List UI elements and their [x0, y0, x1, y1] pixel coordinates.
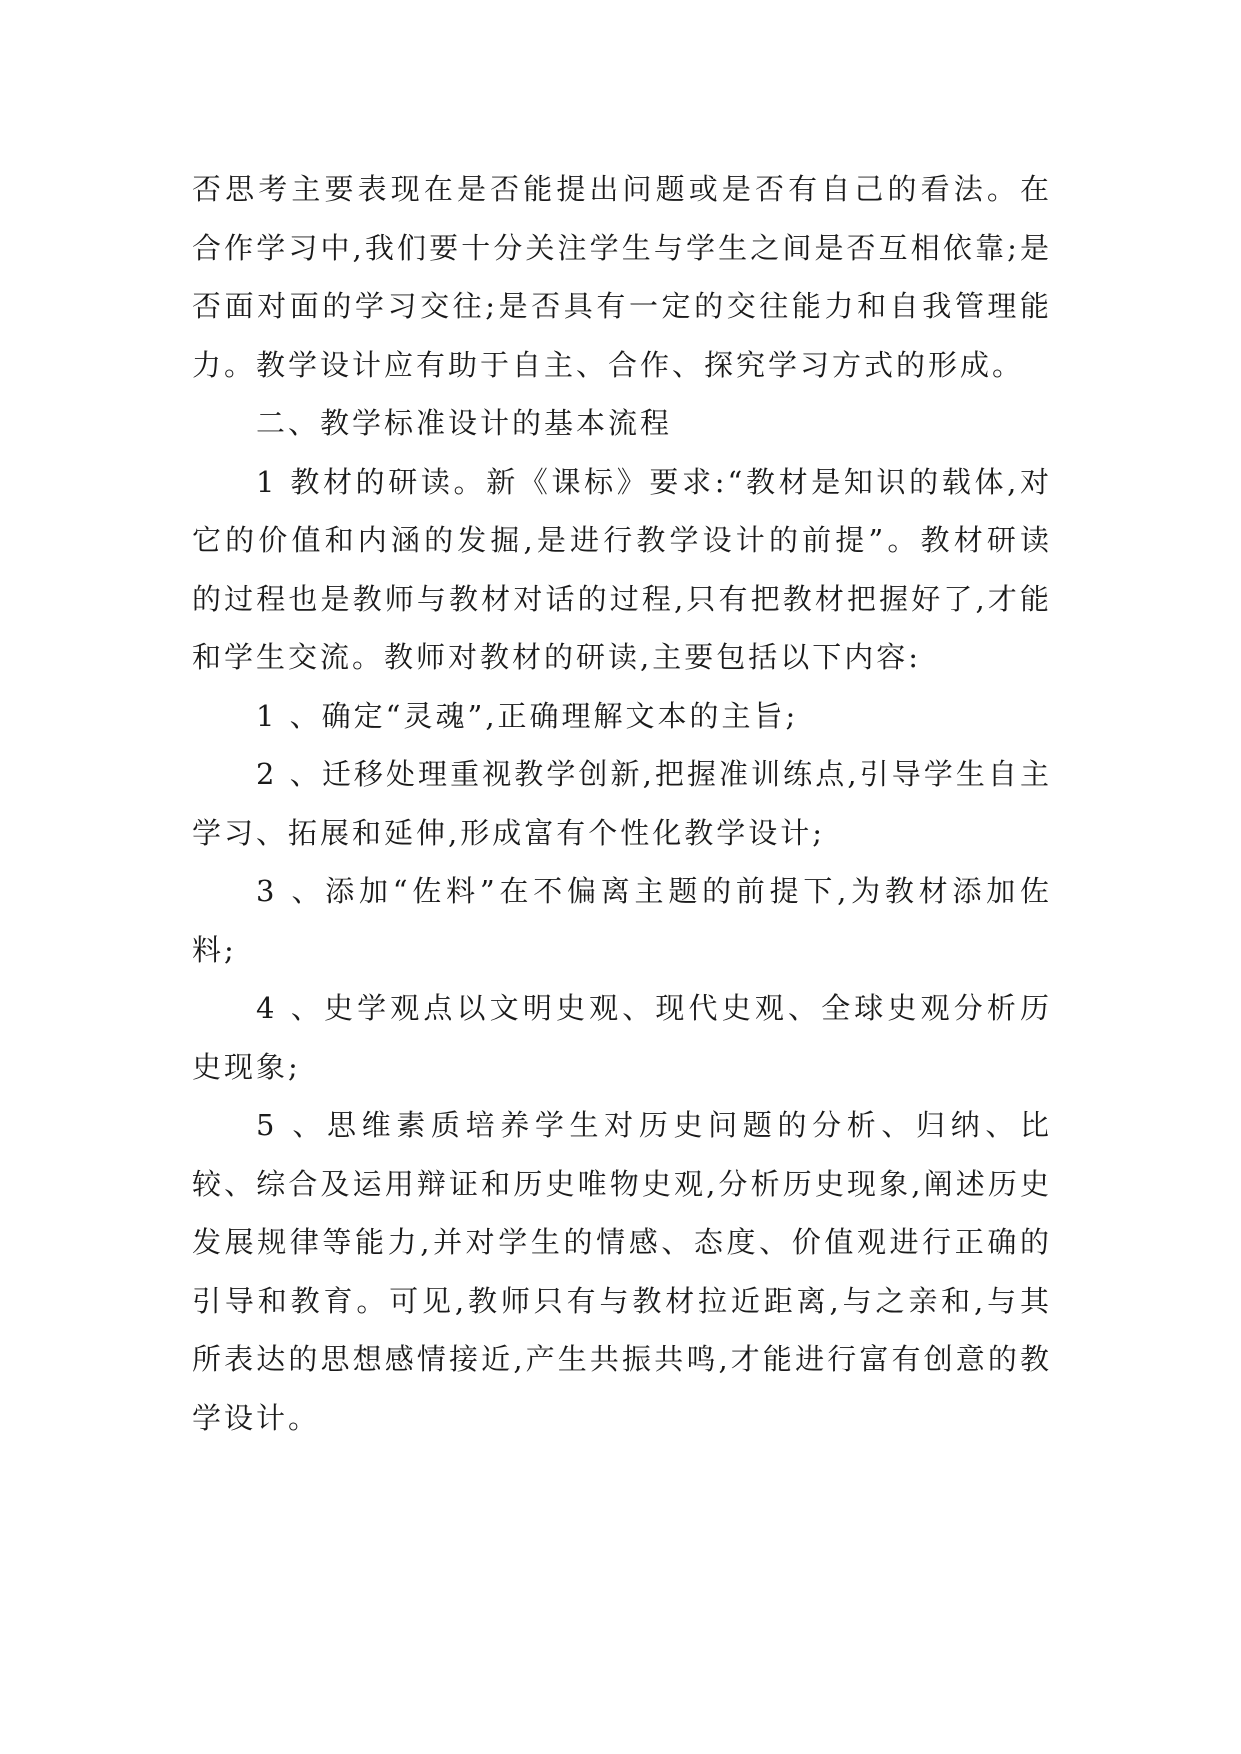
list-item-3: 3 、添加“佐料”在不偏离主题的前提下,为教材添加佐料;: [192, 874, 1052, 967]
list-item-1: 1 、确定“灵魂”,正确理解文本的主旨;: [256, 698, 799, 733]
section-heading: 二、教学标准设计的基本流程: [256, 406, 673, 440]
paragraph-1: 否思考主要表现在是否能提出问题或是否有自己的看法。在合作学习中,我们要十分关注学生与学生之间是否互相依靠;是否面对面的学习交往;是否具有一定的交往能力和自我管理能力。教学设计应有助于自主、合作、探究学习方式的形成。: [192, 172, 1052, 382]
list-item-4: 4 、史学观点以文明史观、现代史观、全球史观分析历史现象;: [192, 991, 1052, 1084]
list-item-2: 2 、迁移处理重视教学创新,把握准训练点,引导学生自主学习、拓展和延伸,形成富有个性化教学设计;: [192, 757, 1052, 850]
list-item-5: 5 、思维素质培养学生对历史问题的分析、归纳、比较、综合及运用辩证和历史唯物史观,分析历史现象,阐述历史发展规律等能力,并对学生的情感、态度、价值观进行正确的引导和教育。可见,教师只有与教材拉近距离,与之亲和,与其所表达的思想感情接近,产生共振共鸣,才能进行富有创意的教学设计。: [192, 1108, 1052, 1435]
paragraph-2: 1 教材的研读。新《课标》要求:“教材是知识的载体,对它的价值和内涵的发掘,是进行教学设计的前提”。教材研读的过程也是教师与教材对话的过程,只有把教材把握好了,才能和学生交流。教师对教材的研读,主要包括以下内容:: [192, 464, 1052, 674]
body-text: [192, 160, 1052, 1447]
